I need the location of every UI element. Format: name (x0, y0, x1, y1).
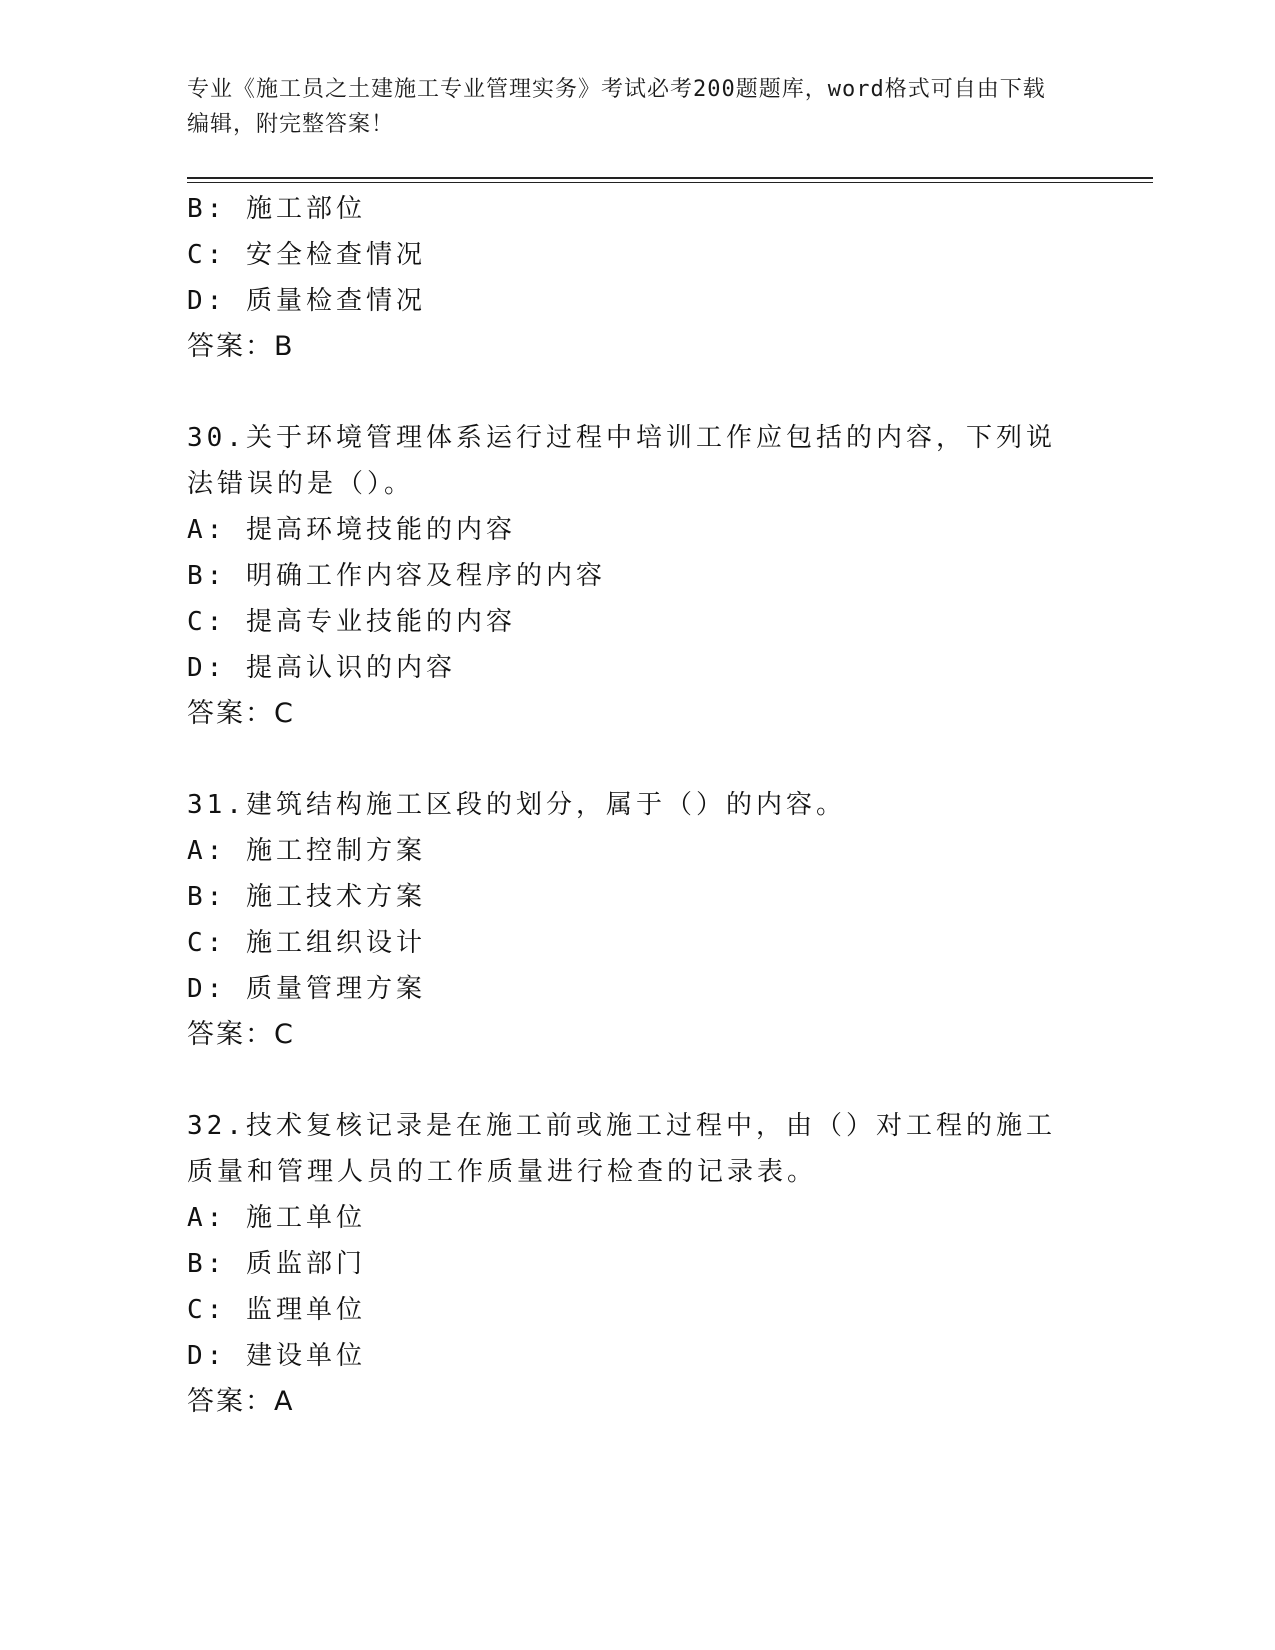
question-stem: 30.关于环境管理体系运行过程中培训工作应包括的内容，下列说法错误的是（）。 (187, 423, 1056, 499)
option-row (187, 874, 1087, 920)
option-label: C: (187, 240, 227, 270)
option-text: 施工部位 (245, 194, 366, 224)
option-row (187, 966, 1087, 1012)
option-row (187, 553, 1087, 599)
option-label: D: (187, 653, 227, 683)
option-row (187, 1333, 1087, 1379)
option-text: 提高认识的内容 (245, 653, 456, 683)
option-label: D: (187, 1341, 227, 1371)
option-text: 明确工作内容及程序的内容 (245, 561, 606, 591)
option-row (187, 507, 1087, 553)
option-row (187, 186, 1087, 232)
header-divider-thin (187, 182, 1153, 183)
option-label: B: (187, 194, 227, 224)
option-text: 施工单位 (245, 1203, 366, 1233)
option-text: 质量管理方案 (245, 974, 426, 1004)
option-text: 监理单位 (245, 1295, 366, 1325)
option-label: C: (187, 928, 227, 958)
option-label: D: (187, 286, 227, 316)
option-row (187, 232, 1087, 278)
option-row (187, 278, 1087, 324)
option-text: 施工技术方案 (245, 882, 426, 912)
page-header-title: 专业《施工员之土建施工专业管理实务》考试必考200题题库，word格式可自由下载编辑，附完整答案！ (187, 77, 1046, 137)
option-row (187, 920, 1087, 966)
option-text: 提高环境技能的内容 (245, 515, 516, 545)
question-block-30 (187, 415, 1087, 737)
answer-line: 答案：C (187, 698, 295, 729)
header-divider-thick (187, 177, 1153, 179)
option-label: A: (187, 1203, 227, 1233)
option-text: 提高专业技能的内容 (245, 607, 516, 637)
answer-line: 答案：B (187, 331, 295, 362)
previous-question-tail (187, 186, 1087, 370)
question-stem: 31.建筑结构施工区段的划分，属于（）的内容。 (187, 790, 846, 820)
option-label: C: (187, 607, 227, 637)
option-label: A: (187, 836, 227, 866)
option-text: 施工控制方案 (245, 836, 426, 866)
question-block-32 (187, 1103, 1087, 1425)
question-list (187, 186, 1087, 1425)
answer-line: 答案：C (187, 1019, 295, 1050)
option-row (187, 1241, 1087, 1287)
question-block-31 (187, 782, 1087, 1058)
answer-line: 答案：A (187, 1386, 295, 1417)
option-label: D: (187, 974, 227, 1004)
option-text: 施工组织设计 (245, 928, 426, 958)
question-stem: 32.技术复核记录是在施工前或施工过程中，由（）对工程的施工质量和管理人员的工作质量进行检查的记录表。 (187, 1111, 1056, 1187)
option-row (187, 645, 1087, 691)
option-row (187, 599, 1087, 645)
option-label: B: (187, 882, 227, 912)
option-label: A: (187, 515, 227, 545)
option-text: 建设单位 (245, 1341, 366, 1371)
option-row (187, 1195, 1087, 1241)
option-text: 质监部门 (245, 1249, 366, 1279)
option-label: B: (187, 561, 227, 591)
option-text: 安全检查情况 (245, 240, 426, 270)
option-label: B: (187, 1249, 227, 1279)
option-label: C: (187, 1295, 227, 1325)
option-text: 质量检查情况 (245, 286, 426, 316)
option-row (187, 1287, 1087, 1333)
option-row (187, 828, 1087, 874)
